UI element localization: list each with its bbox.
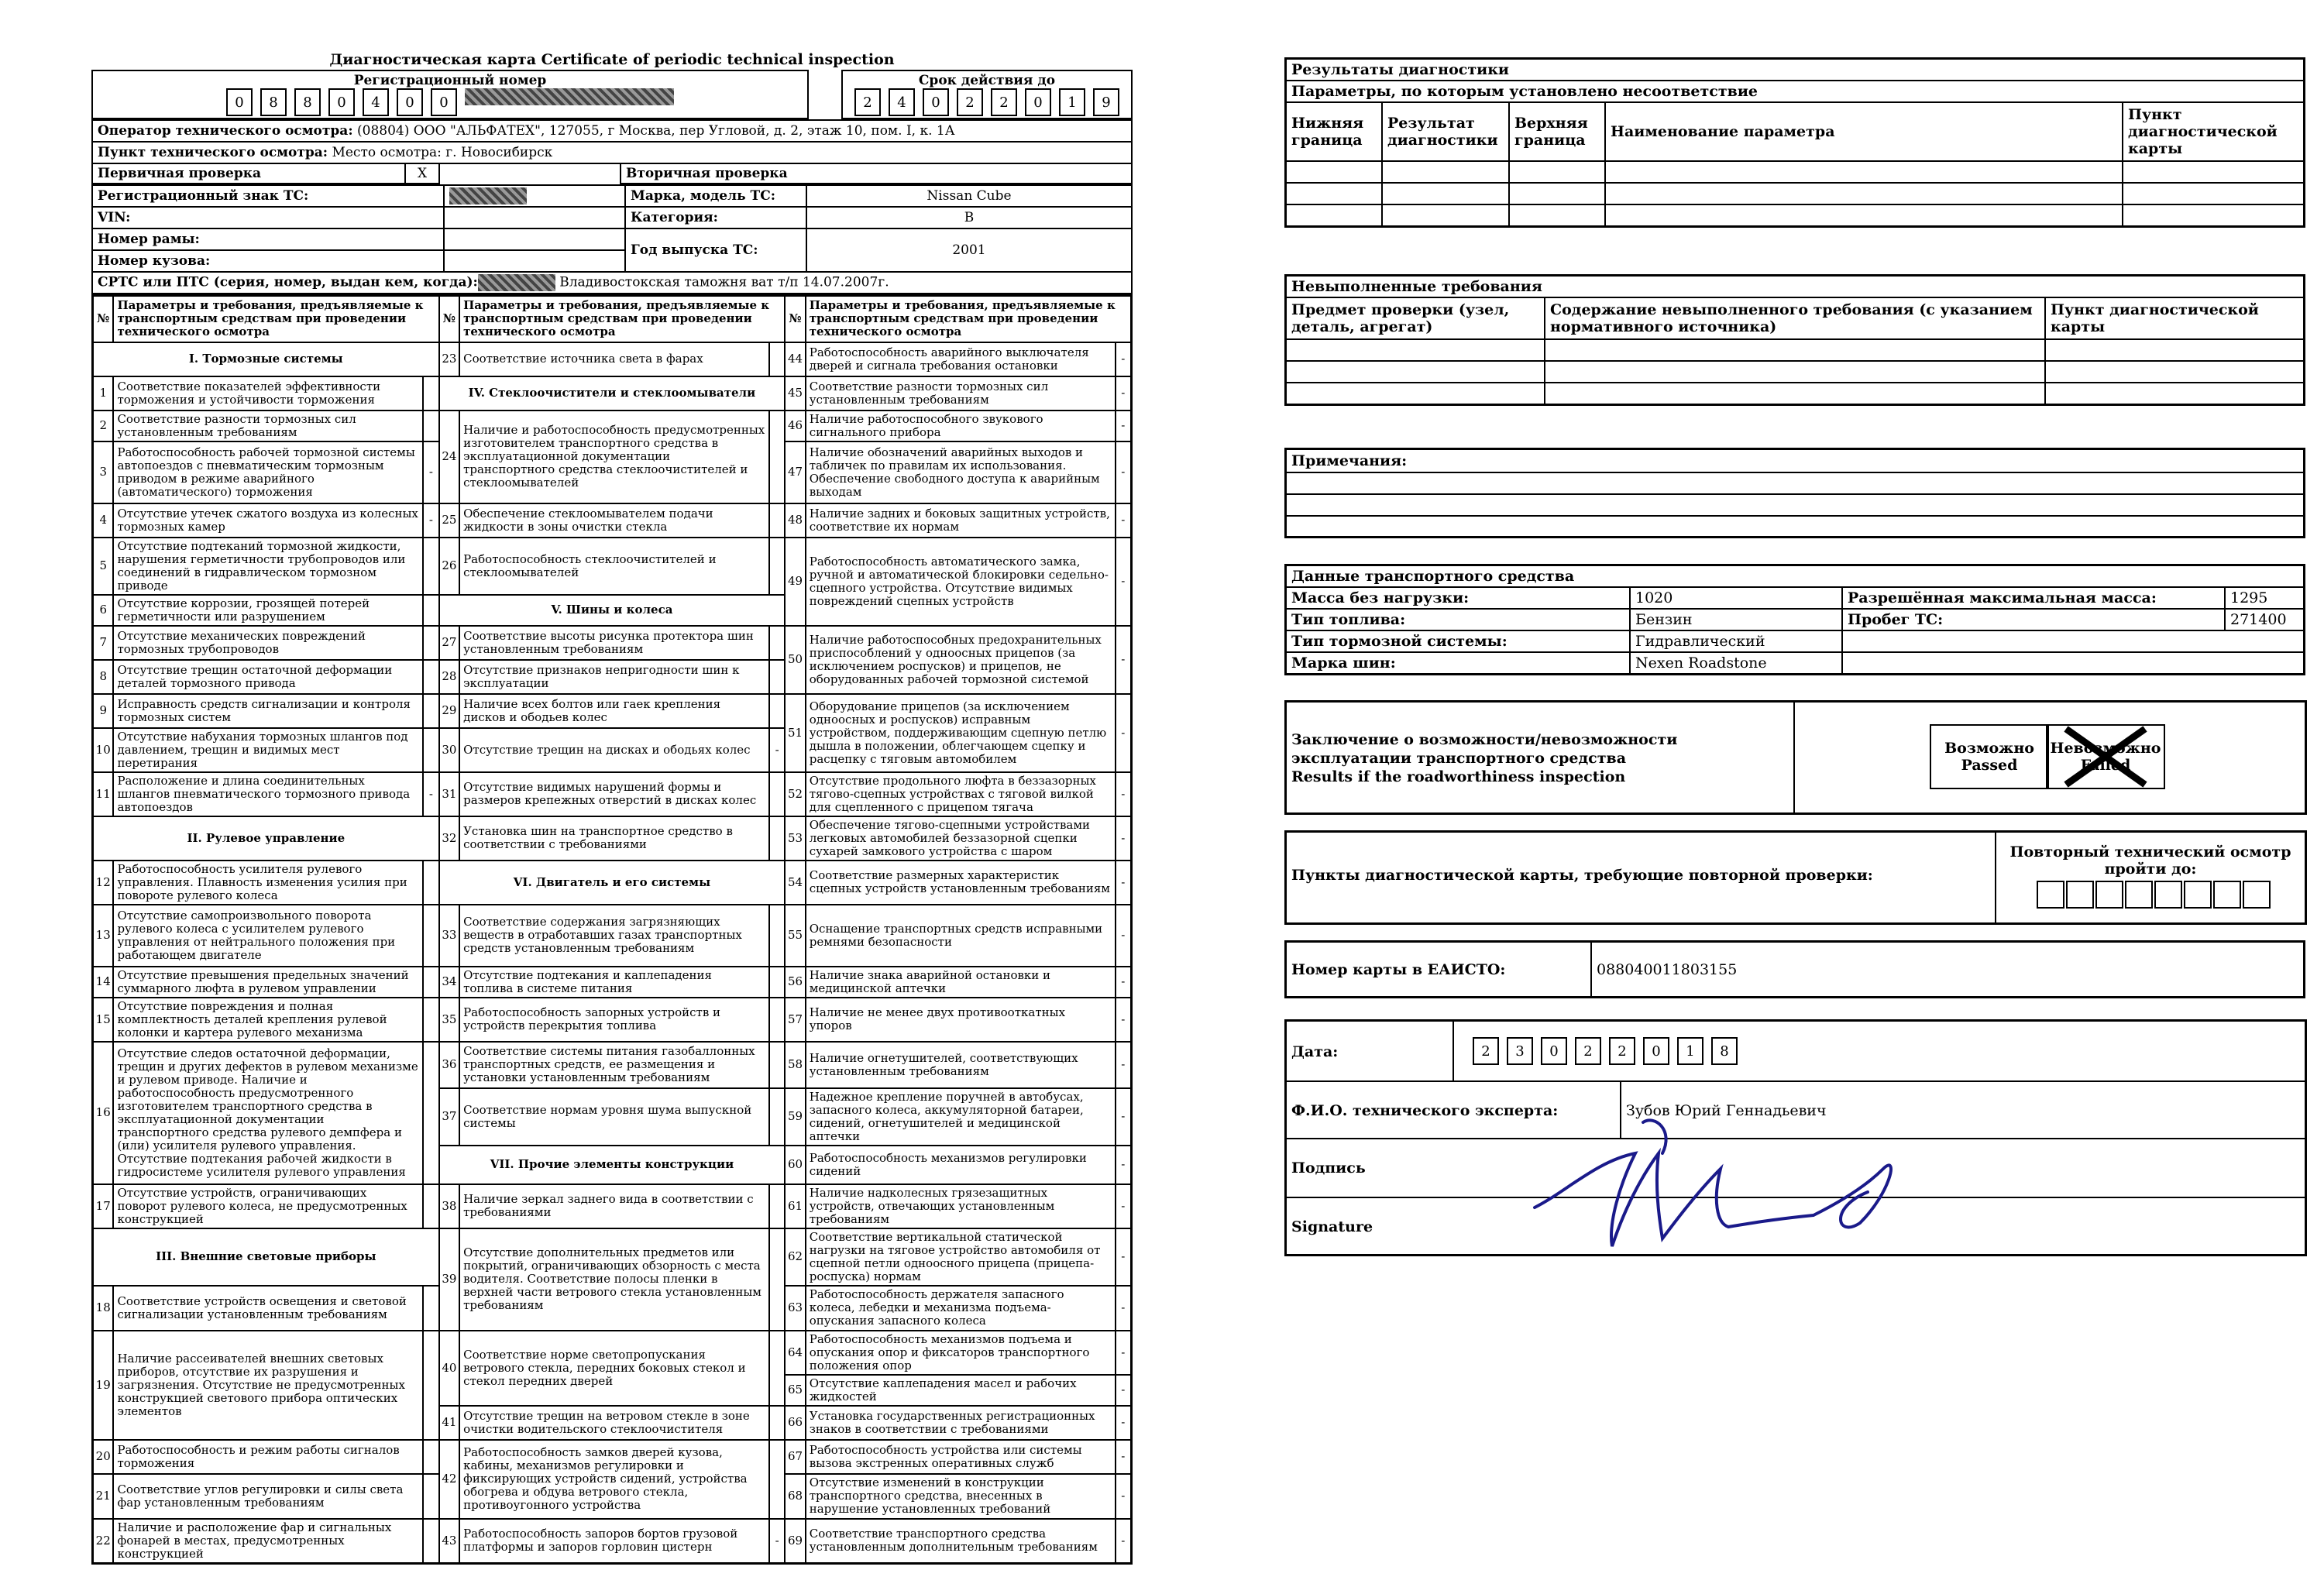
body-label: Номер кузова: [92, 250, 444, 272]
maxmass-value: 1295 [2225, 587, 2305, 609]
year-label: Год выпуска ТС: [625, 228, 806, 272]
redacted-block [478, 274, 555, 291]
date-digit: 8 [1711, 1037, 1738, 1065]
passed-box [1930, 724, 2049, 789]
eaisto-table [1284, 940, 2305, 998]
make-label: Марка, модель ТС: [625, 185, 806, 207]
validity-digit: 4 [889, 88, 915, 116]
req-item: Соответствие нормам уровня шума выпускной системы [459, 1088, 769, 1146]
validity-digit: 9 [1093, 88, 1119, 116]
req-item: Отсутствие следов остаточной деформации, трещин и других дефектов в рулевом механизме и рулевом приводе. Наличие и работоспособность предусмотренного изготовителем транспортного средства в эксплуатационной документации транспортного средства рулевого демпфера и (или) усилителя рулевого управления. Отсутствие подтекания рабочей жидкости в гидросистеме усилителя рулевого управления [113, 1042, 423, 1184]
req-item: Соответствие содержания загрязняющих веществ в отработавших газах транспортных средств установленным требованиям [459, 905, 769, 967]
section-title: IV. Стеклоочистители и стеклоомыватели [439, 376, 786, 411]
req-item: Наличие обозначений аварийных выходов и табличек по правилам их использования. Обеспечение свободного доступа к аварийным выходам [806, 441, 1116, 503]
req-item: Наличие знака аварийной остановки и медицинской аптечки [806, 967, 1116, 998]
req-item: Наличие надколесных грязезащитных устройств, отвечающих установленным требованиям [806, 1184, 1116, 1228]
section-title: VII. Прочие элементы конструкции [439, 1146, 786, 1184]
reg-digit: 0 [397, 88, 423, 116]
req-item: Работоспособность автоматического замка, ручной и автоматической блокировки седельно- сцепного устройства. Отсутствие видимых повреждений сцепных устройств [806, 538, 1116, 626]
tyres-label: Марка шин: [1286, 652, 1631, 675]
mass-label: Масса без нагрузки: [1286, 587, 1631, 609]
validity-digit: 0 [923, 88, 949, 116]
req-item: Соответствие источника света в фарах [459, 342, 769, 376]
req-item: Соответствие высоты рисунка протектора шин установленным требованиям [459, 626, 769, 660]
eaisto-value: 088040011803155 [1591, 942, 2305, 998]
mass-value: 1020 [1630, 587, 1842, 609]
col-no: № [785, 296, 805, 342]
req-item: Оснащение транспортных средств исправными ремнями безопасности [806, 905, 1116, 967]
req-item: Работоспособность механизмов регулировки сидений [806, 1146, 1116, 1184]
vehicle-data-title: Данные транспортного средства [1286, 565, 2305, 588]
date-digit: 3 [1507, 1037, 1533, 1065]
unfulfilled-col: Пункт диагностической карты [2045, 297, 2305, 339]
operator-label: Оператор технического осмотра: [98, 123, 353, 139]
redacted-block [465, 88, 674, 105]
req-item: Соответствие размерных характеристик сцепных устройств установленным требованиям [806, 861, 1116, 905]
req-item: Работоспособность механизмов подъема и опускания опор и фиксаторов транспортного положения опор [806, 1331, 1116, 1375]
req-item: Обеспечение тягово-сцепными устройствами легковых автомобилей беззазорной сцепки сухарей замкового устройства с шаром [806, 816, 1116, 861]
req-item: Соответствие системы питания газобаллонных транспортных средств, ее размещения и установки установленным требованиям [459, 1042, 769, 1088]
req-item: Наличие зеркал заднего вида в соответствии с требованиями [459, 1184, 769, 1228]
handwritten-signature [1519, 1107, 1922, 1254]
date-digit: 2 [1575, 1037, 1601, 1065]
redacted-block [449, 187, 527, 204]
results-col: Пункт диагностической карты [2123, 102, 2305, 161]
req-item: Работоспособность держателя запасного колеса, лебедки и механизма подъема-опускания запасного колеса [806, 1286, 1116, 1331]
req-item: Отсутствие самопроизвольного поворота рулевого колеса с усилителем рулевого управления от нейтрального положения при работающем двигателе [113, 905, 423, 967]
fuel-value: Бензин [1630, 609, 1842, 630]
req-item: Соответствие вертикальной статической нагрузки на тяговое устройство автомобиля от сцепной петли одноосного прицепа (прицепа-роспуска) нормам [806, 1228, 1116, 1286]
req-item: Отсутствие дополнительных предметов или покрытий, ограничивающих обзорность с места водителя. Соответствие полосы пленки в верхней части ветрового стекла установленным требованиям [459, 1228, 769, 1331]
req-item: Установка государственных регистрационных знаков в соответствии с требованиями [806, 1406, 1116, 1440]
req-item: Отсутствие признаков непригодности шин к эксплуатации [459, 660, 769, 694]
year-value: 2001 [806, 228, 1132, 272]
notes-title: Примечания: [1286, 449, 2305, 472]
req-item: Отсутствие изменений в конструкции транспортного средства, внесенных в нарушение установленных требований [806, 1474, 1116, 1519]
conclusion-box [1284, 700, 2307, 815]
requirements-table: № Параметры и требования, предъявляемые к транспортным средствам при проведении технического осмотра № Параметры и требования, предъявляемые к транспортным средствам при проведении технического осмотра № Параметры и требования, предъявляемые к транспортным средствам при проведении технического осмотра I. Тормозные системы 23 Соответствие источника света в фарах 44 Работоспособность аварийного выключателя дверей и сигнала требования остановки - 1 Соответствие показателей эффективности торможения и устойчивости торможения IV. Стеклоочистители и стеклоомыватели 45 Соответствие разности тормозных сил установленным требованиям - 2 Соответствие разности тормозных сил установленным требованиям 24 Наличие и работоспособность предусмотренных изготовителем транспортного средства в эксплуатационной документации транспортного средства стеклоочистителей и стеклоомывателей 46 Наличие работоспособного звукового сигнального прибора - 3 Работоспособность рабочей тормозной системы автопоездов с пневматическим тормозным приводом в режиме аварийного (автоматического) торможения - 47 Наличие обозначений аварийных выходов и табличек по правилам их использования. Обеспечение свободного доступа к аварийным выходам - 4 Отсутствие утечек сжатого воздуха из колесных тормозных камер - 25 Обеспечение стеклоомывателем подачи жидкости в зоны очистки стекла 48 Наличие задних и боковых защитных устройств, соответствие их нормам - 5 Отсутствие подтеканий тормозной жидкости, нарушения герметичности трубопроводов или соединений в гидравлическом тормозном приводе 26 Работоспособность стеклоочистителей и стеклоомывателей 49 Работоспособность автоматического замка, ручной и автоматической блокировки седельно- сцепного устройства. Отсутствие видимых повреждений сцепных устройств - 6 Отсутствие коррозии, грозящей потерей герметичности или разрушением V. Шины и колеса 7 Отсутствие механических повреждений тормозных трубопроводов 27 Соответствие высоты рисунка протектора шин установленным требованиям 50 Наличие работоспособных предохранительных приспособлений у одноосных прицепов (за исключением роспусков) и прицепов, не оборудованных рабочей тормозной системой - 8 Отсутствие трещин остаточной деформации деталей тормозного привода 28 Отсутствие признаков непригодности шин к эксплуатации 9 Исправность средств сигнализации и контроля тормозных систем 29 Наличие всех болтов или гаек крепления дисков и ободьев колес 51 Оборудование прицепов (за исключением одноосных и роспусков) исправным устройством, поддерживающим сцепную петлю дышла в положении, облегчающем сцепку и расцепку с тяговым автомобилем - 10 Отсутствие набухания тормозных шлангов под давлением, трещин и видимых мест перетирания 30 Отсутствие трещин на дисках и ободьях колес - 11 Расположение и длина соединительных шлангов пневматического тормозного привода автопоездов - 31 Отсутствие видимых нарушений формы и размеров крепежных отверстий в дисках колес 52 Отсутствие продольного люфта в беззазорных тягово-сцепных устройствах с тяговой вилкой для сцепленного с прицепом тягача - II. Рулевое управление 32 Установка шин на транспортное средство в соответствии с требованиями 53 Обеспечение тягово-сцепными устройствами легковых автомобилей беззазорной сцепки сухарей замкового устройства с шаром - 12 Работоспособность усилителя рулевого управления. Плавность изменения усилия при повороте рулевого колеса VI. Двигатель и его системы 54 Соответствие размерных характеристик сцепных устройств установленным требованиям - 13 Отсутствие самопроизвольного поворота рулевого колеса с усилителем рулевого управления от нейтрального положения при работающем двигателе 33 Соответствие содержания загрязняющих веществ в отработавших газах транспортных средств установленным требованиям 55 Оснащение транспортных средств исправными ремнями безопасности - 14 Отсутствие превышения предельных значений суммарного люфта в рулевом управлении 34 Отсутствие подтекания и каплепадения топлива в системе питания 56 Наличие знака аварийной остановки и медицинской аптечки - 15 Отсутствие повреждения и полная комплектность деталей крепления рулевой колонки и картера рулевого механизма 35 Работоспособность запорных устройств и устройств перекрытия топлива 57 Наличие не менее двух противооткатных упоров - 16 Отсутствие следов остаточной деформации, трещин и других дефектов в рулевом механизме и рулевом приводе. Наличие и работоспособность предусмотренного изготовителем транспортного средства в эксплуатационной документации транспортного средства рулевого демпфера и (или) усилителя рулевого управления. Отсутствие подтекания рабочей жидкости в гидросистеме усилителя рулевого управления 36 Соответствие системы питания газобаллонных транспортных средств, ее размещения и установки установленным требованиям 58 Наличие огнетушителей, соответствующих установленным требованиям - 37 Соответствие нормам уровня шума выпускной системы 59 Надежное крепление поручней в автобусах, запасного колеса, аккумуляторной батареи, сидений, огнетушителей и медицинской аптечки - VII. Прочие элементы конструкции 60 Работоспособность механизмов регулировки сидений - 17 Отсутствие устройств, ограничивающих поворот рулевого колеса, не предусмотренных конструкцией 38 Наличие зеркал заднего вида в соответствии с требованиями 61 Наличие надколесных грязезащитных устройств, отвечающих установленным требованиям - III. Внешние световые приборы 39 Отсутствие дополнительных предметов или покрытий, ограничивающих обзорность с места водителя. Соответствие полосы пленки в верхней части ветрового стекла установленным требованиям 62 Соответствие вертикальной статической нагрузки на тяговое устройство автомобиля от сцепной петли одноосного прицепа (прицепа-роспуска) нормам - 18 Соответствие устройств освещения и световой сигнализации установленным требованиям 63 Работоспособность держателя запасного колеса, лебедки и механизма подъема-опускания запасного колеса - 19 Наличие рассеивателей внешних световых приборов, отсутствие их разрушения и загрязнения. Отсутствие не предусмотренных конструкцией светового прибора оптических элементов 40 Соответствие норме светопропускания ветрового стекла, передних боковых стекол и стекол передних дверей 64 Работоспособность механизмов подъема и опускания опор и фиксаторов транспортного положения опор - 65 Отсутствие каплепадения масел и рабочих жидкостей - 41 Отсутствие трещин на ветровом стекле в зоне очистки водительского стеклоочистителя 66 Установка государственных регистрационных знаков в соответствии с требованиями - 20 Работоспособность и режим работы сигналов торможения 42 Работоспособность замков дверей кузова, кабины, механизмов регулировки и фиксирующих устройств сидений, устройства обогрева и обдува ветрового стекла, противоугонного устройства 67 Работоспособность устройства или системы вызова экстренных оперативных служб - 21 Соответствие углов регулировки и силы света фар установленным требованиям 68 Отсутствие изменений в конструкции транспортного средства, внесенных в нарушение установленных требований - 22 Наличие и расположение фар и сигнальных фонарей в местах, предусмотренных конструкцией 43 Работоспособность запоров бортов грузовой платформы и запоров горловин цистерн - 69 Соответствие транспортного средства установленным дополнительным требованиям - [91, 294, 1133, 1565]
results-table [1284, 57, 2305, 228]
req-item: Работоспособность и режим работы сигналов торможения [113, 1440, 423, 1474]
col-params: Параметры и требования, предъявляемые к транспортным средствам при проведении технического осмотра [459, 296, 785, 342]
req-item: Соответствие разности тормозных сил установленным требованиям [806, 376, 1116, 411]
req-item: Наличие не менее двух противооткатных упоров [806, 998, 1116, 1042]
req-item: Отсутствие каплепадения масел и рабочих жидкостей [806, 1375, 1116, 1406]
diagnostic-card [91, 51, 1133, 1565]
frame-label: Номер рамы: [92, 228, 444, 250]
mileage-value: 271400 [2225, 609, 2305, 630]
req-item: Работоспособность стеклоочистителей и стеклоомывателей [459, 538, 769, 595]
req-item: Отсутствие повреждения и полная комплектность деталей крепления рулевой колонки и картера рулевого механизма [113, 998, 423, 1042]
reg-digit: 8 [260, 88, 287, 116]
req-item: Наличие огнетушителей, соответствующих установленным требованиям [806, 1042, 1116, 1088]
col-params: Параметры и требования, предъявляемые к транспортным средствам при проведении технического осмотра [113, 296, 438, 342]
results-col: Наименование параметра [1605, 102, 2123, 161]
results-col: Результат диагностики [1382, 102, 1509, 161]
primary-mark: X [405, 163, 439, 184]
date-digit: 2 [1609, 1037, 1635, 1065]
reg-number-label: Регистрационный номер [353, 73, 547, 88]
req-item: Работоспособность устройства или системы вызова экстренных оперативных служб [806, 1440, 1116, 1474]
point-value: Место осмотра: г. Новосибирск [332, 145, 553, 160]
signature-label-en: Signature [1291, 1218, 1373, 1235]
brake-label: Тип тормозной системы: [1286, 630, 1631, 652]
passed-label-en: Passed [1961, 757, 2018, 774]
req-item: Работоспособность рабочей тормозной системы автопоездов с пневматическим тормозным приводом в режиме аварийного (автоматического) торможения [113, 441, 423, 503]
req-item: Наличие работоспособного звукового сигнального прибора [806, 411, 1116, 441]
failed-box [2046, 724, 2165, 789]
section-title: VI. Двигатель и его системы [439, 861, 786, 905]
req-item: Работоспособность замков дверей кузова, кабины, механизмов регулировки и фиксирующих устройств сидений, устройства обогрева и обдува ветрового стекла, противоугонного устройства [459, 1440, 769, 1519]
req-item: Наличие задних и боковых защитных устройств, соответствие их нормам [806, 503, 1116, 538]
signoff-box [1284, 1019, 2307, 1256]
req-item: Обеспечение стеклоомывателем подачи жидкости в зоны очистки стекла [459, 503, 769, 538]
req-item: Соответствие показателей эффективности торможения и устойчивости торможения [113, 376, 423, 411]
col-no: № [439, 296, 459, 342]
results-col: Нижняя граница [1286, 102, 1383, 161]
results-title: Результаты диагностики [1286, 59, 2305, 81]
req-item: Установка шин на транспортное средство в соответствии с требованиями [459, 816, 769, 861]
reg-number-digits [226, 88, 674, 116]
section-title: V. Шины и колеса [439, 595, 786, 626]
recheck-label: Пункты диагностической карты, требующие повторной проверки: [1291, 867, 1873, 884]
req-item: Работоспособность запоров бортов грузовой платформы и запоров горловин цистерн [459, 1519, 769, 1564]
notes-table [1284, 448, 2305, 538]
req-item: Оборудование прицепов (за исключением одноосных и роспусков) исправным устройством, поддерживающим сцепную петлю дышла в положении, облегчающем сцепку и расцепку с тяговым автомобилем [806, 694, 1116, 772]
signature-label: Подпись [1291, 1159, 1366, 1177]
reg-digit: 0 [431, 88, 457, 116]
vehicle-details-table [91, 184, 1133, 294]
req-item: Соответствие транспортного средства установленным дополнительным требованиям [806, 1519, 1116, 1564]
repeat-label: Повторный технический осмотр пройти до: [2009, 843, 2291, 878]
req-item: Отсутствие устройств, ограничивающих поворот рулевого колеса, не предусмотренных конструкцией [113, 1184, 423, 1228]
vehicle-info-table [91, 119, 1133, 184]
vin-label: VIN: [92, 207, 444, 228]
card-header-table [91, 70, 1133, 119]
validity-digit: 2 [854, 88, 881, 116]
reg-digit: 0 [226, 88, 253, 116]
operator-value: (08804) ООО "АЛЬФАТЕХ", 127055, г Москва, пер Угловой, д. 2, этаж 10, пом. I, к. 1А [357, 123, 955, 139]
point-label: Пункт технического осмотра: [98, 145, 328, 160]
eaisto-label: Номер карты в ЕАИСТО: [1286, 942, 1592, 998]
conclusion-text-en: Results if the roadworthiness inspection [1291, 768, 1626, 785]
req-item: Наличие и работоспособность предусмотренных изготовителем транспортного средства в эксплуатационной документации транспортного средства стеклоочистителей и стеклоомывателей [459, 411, 769, 503]
unfulfilled-col: Предмет проверки (узел, деталь, агрегат) [1286, 297, 1545, 339]
conclusion-text: Заключение о возможности/невозможности эксплуатации транспортного средства [1291, 731, 1678, 767]
req-item: Отсутствие трещин на дисках и ободьях колес [459, 728, 769, 772]
validity-digit: 1 [1059, 88, 1085, 116]
passed-label: Возможно [1944, 740, 2034, 757]
docs-value: Владивостокская таможня ват т/п 14.07.2007г. [559, 274, 889, 290]
recheck-box [1284, 830, 2307, 925]
req-item: Работоспособность усилителя рулевого управления. Плавность изменения усилия при повороте рулевого колеса [113, 861, 423, 905]
card-title: Диагностическая карта Certificate of periodic technical inspection [329, 51, 895, 68]
date-digit: 0 [1541, 1037, 1567, 1065]
req-item: Наличие работоспособных предохранительных приспособлений у одноосных прицепов (за исключением роспусков) и прицепов, не оборудованных рабочей тормозной системой [806, 626, 1116, 694]
date-label: Дата: [1291, 1043, 1339, 1060]
req-item: Отсутствие подтеканий тормозной жидкости, нарушения герметичности трубопроводов или соединений в гидравлическом тормозном приводе [113, 538, 423, 595]
req-item: Расположение и длина соединительных шлангов пневматического тормозного привода автопоездов [113, 772, 423, 816]
fuel-label: Тип топлива: [1286, 609, 1631, 630]
req-item: Отсутствие утечек сжатого воздуха из колесных тормозных камер [113, 503, 423, 538]
req-item: Соответствие углов регулировки и силы света фар установленным требованиям [113, 1474, 423, 1519]
req-item: Отсутствие превышения предельных значений суммарного люфта в рулевом управлении [113, 967, 423, 998]
expert-value: Зубов Юрий Геннадьевич [1626, 1102, 1827, 1119]
req-item: Исправность средств сигнализации и контроля тормозных систем [113, 694, 423, 728]
col-params: Параметры и требования, предъявляемые к транспортным средствам при проведении технического осмотра [806, 296, 1132, 342]
mileage-label: Пробег ТС: [1842, 609, 2225, 630]
section-title: I. Тормозные системы [93, 342, 439, 376]
req-item: Отсутствие набухания тормозных шлангов под давлением, трещин и видимых мест перетирания [113, 728, 423, 772]
brake-value: Гидравлический [1630, 630, 1842, 652]
req-item: Отсутствие трещин остаточной деформации деталей тормозного привода [113, 660, 423, 694]
plate-label: Регистрационный знак ТС: [92, 185, 444, 207]
cross-mark-icon [2063, 726, 2148, 788]
req-item: Наличие всех болтов или гаек крепления дисков и ободьев колес [459, 694, 769, 728]
results-subtitle: Параметры, по которым установлено несоответствие [1286, 81, 2305, 102]
unfulfilled-col: Содержание невыполненного требования (с указанием нормативного источника) [1545, 297, 2045, 339]
validity-digit: 2 [957, 88, 983, 116]
req-item: Отсутствие подтекания и каплепадения топлива в системе питания [459, 967, 769, 998]
req-item: Отсутствие видимых нарушений формы и размеров крепежных отверстий в дисках колес [459, 772, 769, 816]
col-no: № [93, 296, 114, 342]
unfulfilled-table [1284, 274, 2305, 406]
failed-label: Невозможно [2050, 740, 2161, 757]
unfulfilled-title: Невыполненные требования [1286, 276, 2305, 298]
maxmass-label: Разрешённая максимальная масса: [1842, 587, 2225, 609]
failed-label-en: Failed [2080, 757, 2131, 774]
req-item: Соответствие устройств освещения и световой сигнализации установленным требованиям [113, 1286, 423, 1331]
req-item: Работоспособность аварийного выключателя дверей и сигнала требования остановки [806, 342, 1116, 376]
vehicle-data-table [1284, 564, 2305, 675]
docs-label: СРТС или ПТС (серия, номер, выдан кем, когда): [98, 274, 478, 290]
req-item: Работоспособность запорных устройств и устройств перекрытия топлива [459, 998, 769, 1042]
reg-digit: 0 [328, 88, 355, 116]
validity-digits [854, 88, 1119, 116]
make-value: Nissan Cube [806, 185, 1132, 207]
req-item: Отсутствие трещин на ветровом стекле в зоне очистки водительского стеклоочистителя [459, 1406, 769, 1440]
req-item: Наличие и расположение фар и сигнальных фонарей в местах, предусмотренных конструкцией [113, 1519, 423, 1564]
section-title: II. Рулевое управление [93, 816, 439, 861]
req-item: Наличие рассеивателей внешних световых приборов, отсутствие их разрушения и загрязнения. Отсутствие не предусмотренных конструкцией светового прибора оптических элементов [113, 1331, 423, 1440]
primary-label: Первичная проверка [92, 163, 405, 184]
req-item: Отсутствие коррозии, грозящей потерей герметичности или разрушением [113, 595, 423, 626]
repeat-date-boxes [2037, 881, 2271, 909]
validity-digit: 0 [1025, 88, 1051, 116]
date-digit: 0 [1643, 1037, 1669, 1065]
date-digit: 1 [1677, 1037, 1703, 1065]
secondary-label: Вторичная проверка [621, 163, 1132, 184]
results-col: Верхняя граница [1509, 102, 1605, 161]
req-item: Соответствие норме светопропускания ветрового стекла, передних боковых стекол и стекол передних дверей [459, 1331, 769, 1406]
date-digit: 2 [1473, 1037, 1499, 1065]
date-digits [1473, 1037, 1738, 1065]
req-item: Соответствие разности тормозных сил установленным требованиям [113, 411, 423, 441]
req-item: Отсутствие продольного люфта в беззазорных тягово-сцепных устройствах с тяговой вилкой для сцепленного с прицепом тягача [806, 772, 1116, 816]
category-label: Категория: [625, 207, 806, 228]
category-value: B [806, 207, 1132, 228]
validity-digit: 2 [991, 88, 1017, 116]
expert-label: Ф.И.О. технического эксперта: [1291, 1102, 1559, 1119]
validity-label: Срок действия до [918, 73, 1056, 88]
tyres-value: Nexen Roadstone [1630, 652, 1842, 675]
reg-digit: 4 [363, 88, 389, 116]
section-title: III. Внешние световые приборы [93, 1228, 439, 1286]
req-item: Отсутствие механических повреждений тормозных трубопроводов [113, 626, 423, 660]
req-item: Надежное крепление поручней в автобусах, запасного колеса, аккумуляторной батареи, сидений, огнетушителей и медицинской аптечки [806, 1088, 1116, 1146]
reg-digit: 8 [294, 88, 321, 116]
